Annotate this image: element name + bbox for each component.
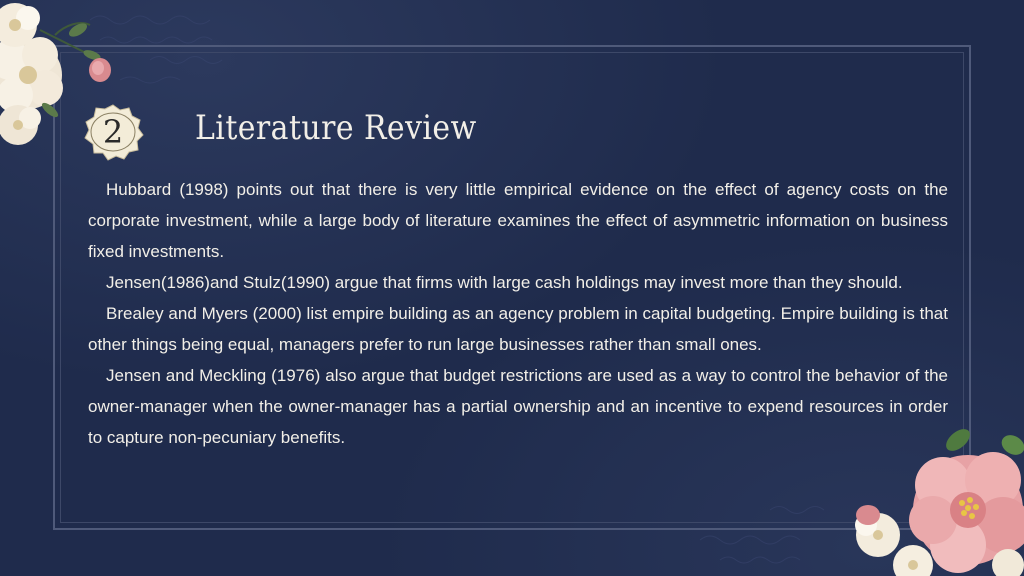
section-number: 2 [102,113,124,151]
slide-title: Literature Review [195,108,477,148]
body-text [88,174,948,453]
pink-peony-icon [838,415,1024,576]
paragraph-jensen-meckling: Jensen and Meckling (1976) also argue that budget restrictions are used as a way to control the behavior of the owner-manager when the owner-manager has a partial ownership and an incentive to expend resources in order to capture non-pecuniary benefits. [88,366,948,447]
paragraph-jensen-stulz: Jensen(1986)and Stulz(1990) argue that firms with large cash holdings may invest more than they should. [106,273,903,292]
paragraph-hubbard: Hubbard (1998) points out that there is very little empirical evidence on the effect of agency costs on the corporate investment, while a large body of literature examines the effect of asymmetric information on business fixed investments. [88,180,948,261]
paragraph-brealey-myers: Brealey and Myers (2000) list empire building as an agency problem in capital budgeting. Empire building is that other things being equal, managers prefer to run large businesses rather than small ones. [88,304,948,354]
